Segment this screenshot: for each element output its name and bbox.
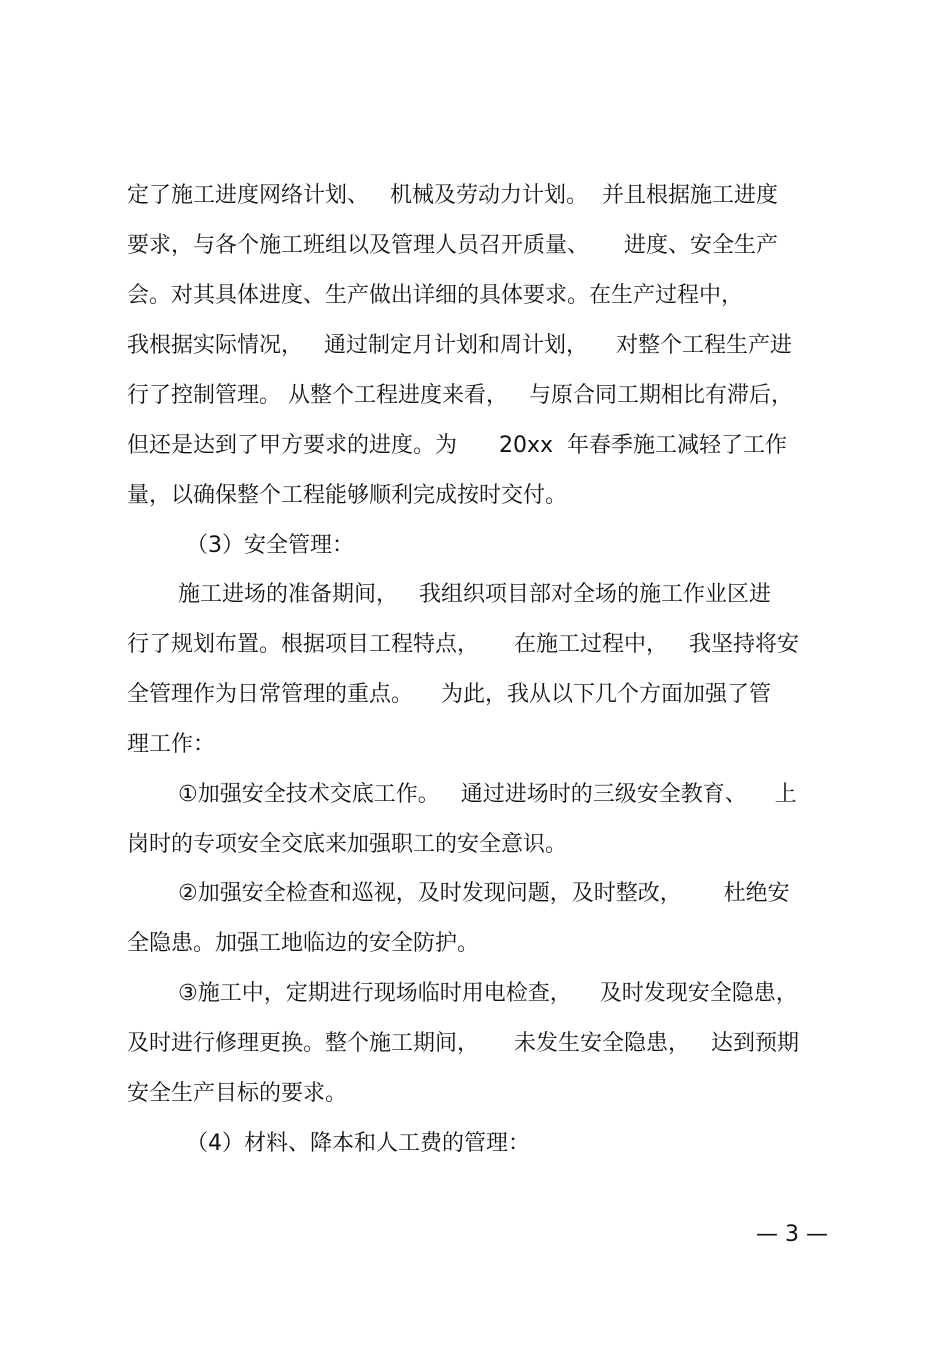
body-text-line: ②加强安全检查和巡视，及时发现问题，及时整改， 杜绝安 <box>178 881 790 906</box>
body-text-line: 全隐患。加强工地临边的安全防护。 <box>127 931 480 956</box>
body-text-line: 安全生产目标的要求。 <box>127 1081 348 1106</box>
section-heading: （3）安全管理： <box>186 533 354 558</box>
body-text-line: 施工进场的准备期间， 我组织项目部对全场的施工作业区进 <box>178 582 771 607</box>
body-text-line: 行了控制管理。 从整个工程进度来看， 与原合同工期相比有滞后， <box>127 383 793 408</box>
body-text-line: 量，以确保整个工程能够顺利完成按时交付。 <box>127 483 568 508</box>
page-number: — 3 — <box>756 1222 828 1247</box>
body-text-line: ①加强安全技术交底工作。 通过进场时的三级安全教育、 上 <box>178 782 797 807</box>
body-text-line: 行了规划布置。根据项目工程特点， 在施工过程中， 我坚持将安 <box>127 632 799 657</box>
body-text-line: 全管理作为日常管理的重点。 为此，我从以下几个方面加强了管 <box>127 682 771 707</box>
body-text-line: 定了施工进度网络计划、 机械及劳动力计划。 并且根据施工进度 <box>127 183 778 208</box>
body-text-line: ③施工中，定期进行现场临时用电检查， 及时发现安全隐患， <box>178 981 798 1006</box>
body-text-line: 但还是达到了甲方要求的进度。为 20xx 年春季施工减轻了工作 <box>127 433 787 458</box>
body-text-line: 要求，与各个施工班组以及管理人员召开质量、 进度、安全生产 <box>127 233 778 258</box>
body-text-line: 及时进行修理更换。整个施工期间， 未发生安全隐患， 达到预期 <box>127 1031 799 1056</box>
body-text-line: 我根据实际情况， 通过制定月计划和周计划， 对整个工程生产进 <box>127 333 792 358</box>
body-text-line: 岗时的专项安全交底来加强职工的安全意识。 <box>127 832 568 857</box>
section-heading: （4）材料、降本和人工费的管理： <box>186 1131 530 1156</box>
body-text-line: 会。对其具体进度、生产做出详细的具体要求。在生产过程中， <box>127 283 744 308</box>
body-text-line: 理工作： <box>127 732 216 757</box>
